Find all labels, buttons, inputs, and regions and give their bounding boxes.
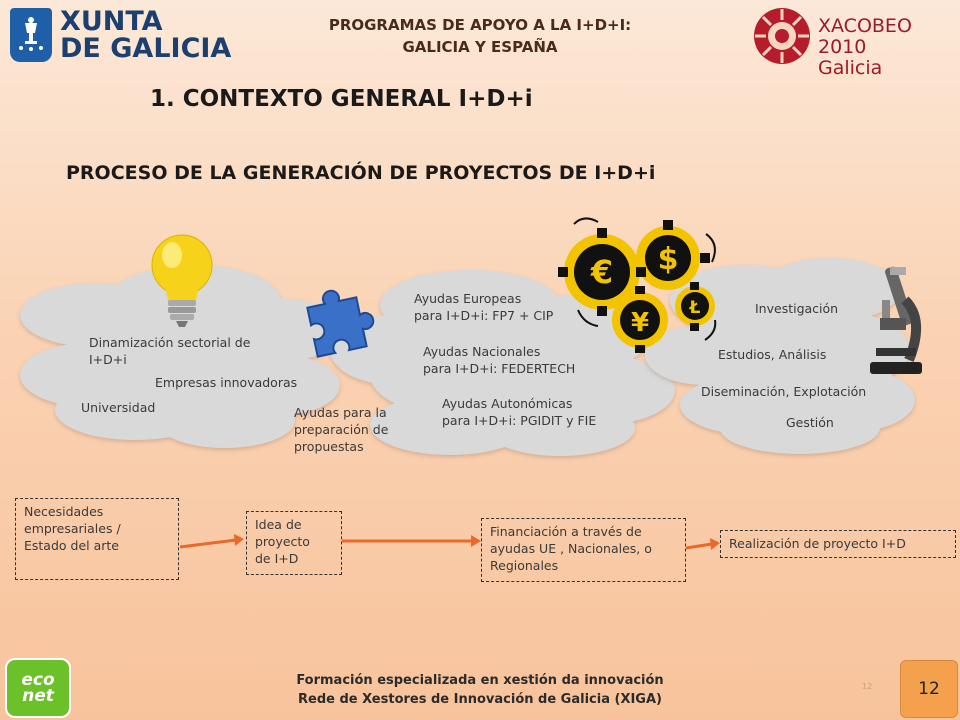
footer-small-page-number: 12 <box>862 682 873 691</box>
process-step-financiacion: Financiación a través de ayudas UE , Nacionales, o Regionales <box>481 518 686 582</box>
page-number-badge: 12 <box>900 660 958 718</box>
yen-symbol: ¥ <box>630 308 650 338</box>
euro-symbol: € <box>590 253 614 291</box>
footer-text: Formación especializada en xestión da innovación Rede de Xestores de Innovación de Galicia (XIGA) <box>296 673 664 707</box>
label-ayudas-preparacion: Ayudas para la preparación de propuestas <box>294 405 389 454</box>
label-estudios: Estudios, Análisis <box>718 347 827 362</box>
process-step-necesidades: Necesidades empresariales / Estado del arte <box>15 498 179 580</box>
label-empresas-innovadoras: Empresas innovadoras <box>155 375 298 390</box>
label-investigacion: Investigación <box>755 301 839 316</box>
header-title: PROGRAMAS DE APOYO A LA I+D+I: GALICIA Y ESPAÑA <box>328 16 632 56</box>
process-step-realizacion: Realización de proyecto I+D <box>720 530 956 558</box>
xunta-logo-text: XUNTA DE GALICIA <box>60 6 232 64</box>
process-step-idea: Idea de proyecto de I+D <box>246 511 342 575</box>
dollar-symbol: $ <box>657 242 679 277</box>
page-subtitle: PROCESO DE LA GENERACIÓN DE PROYECTOS DE I+D+i <box>66 162 656 184</box>
label-ayudas-autonomicas: Ayudas Autonómicas para I+D+i: PGIDIT y FIE <box>442 396 597 428</box>
label-ayudas-europeas: Ayudas Europeas para I+D+i: FP7 + CIP <box>414 291 554 323</box>
xacobeo-logo-text: XACOBEO 2010 Galicia <box>818 15 912 79</box>
label-dinamizacion: Dinamización sectorial de I+D+i <box>89 335 251 367</box>
label-ayudas-nacionales: Ayudas Nacionales para I+D+i: FEDERTECH <box>423 344 576 376</box>
pound-symbol: Ł <box>689 298 701 318</box>
label-diseminacion: Diseminación, Explotación <box>701 384 867 399</box>
label-gestion: Gestión <box>786 415 834 430</box>
label-universidad: Universidad <box>81 400 156 415</box>
section-title: 1. CONTEXTO GENERAL I+D+i <box>150 86 533 112</box>
econet-logo: eco net <box>5 658 71 718</box>
